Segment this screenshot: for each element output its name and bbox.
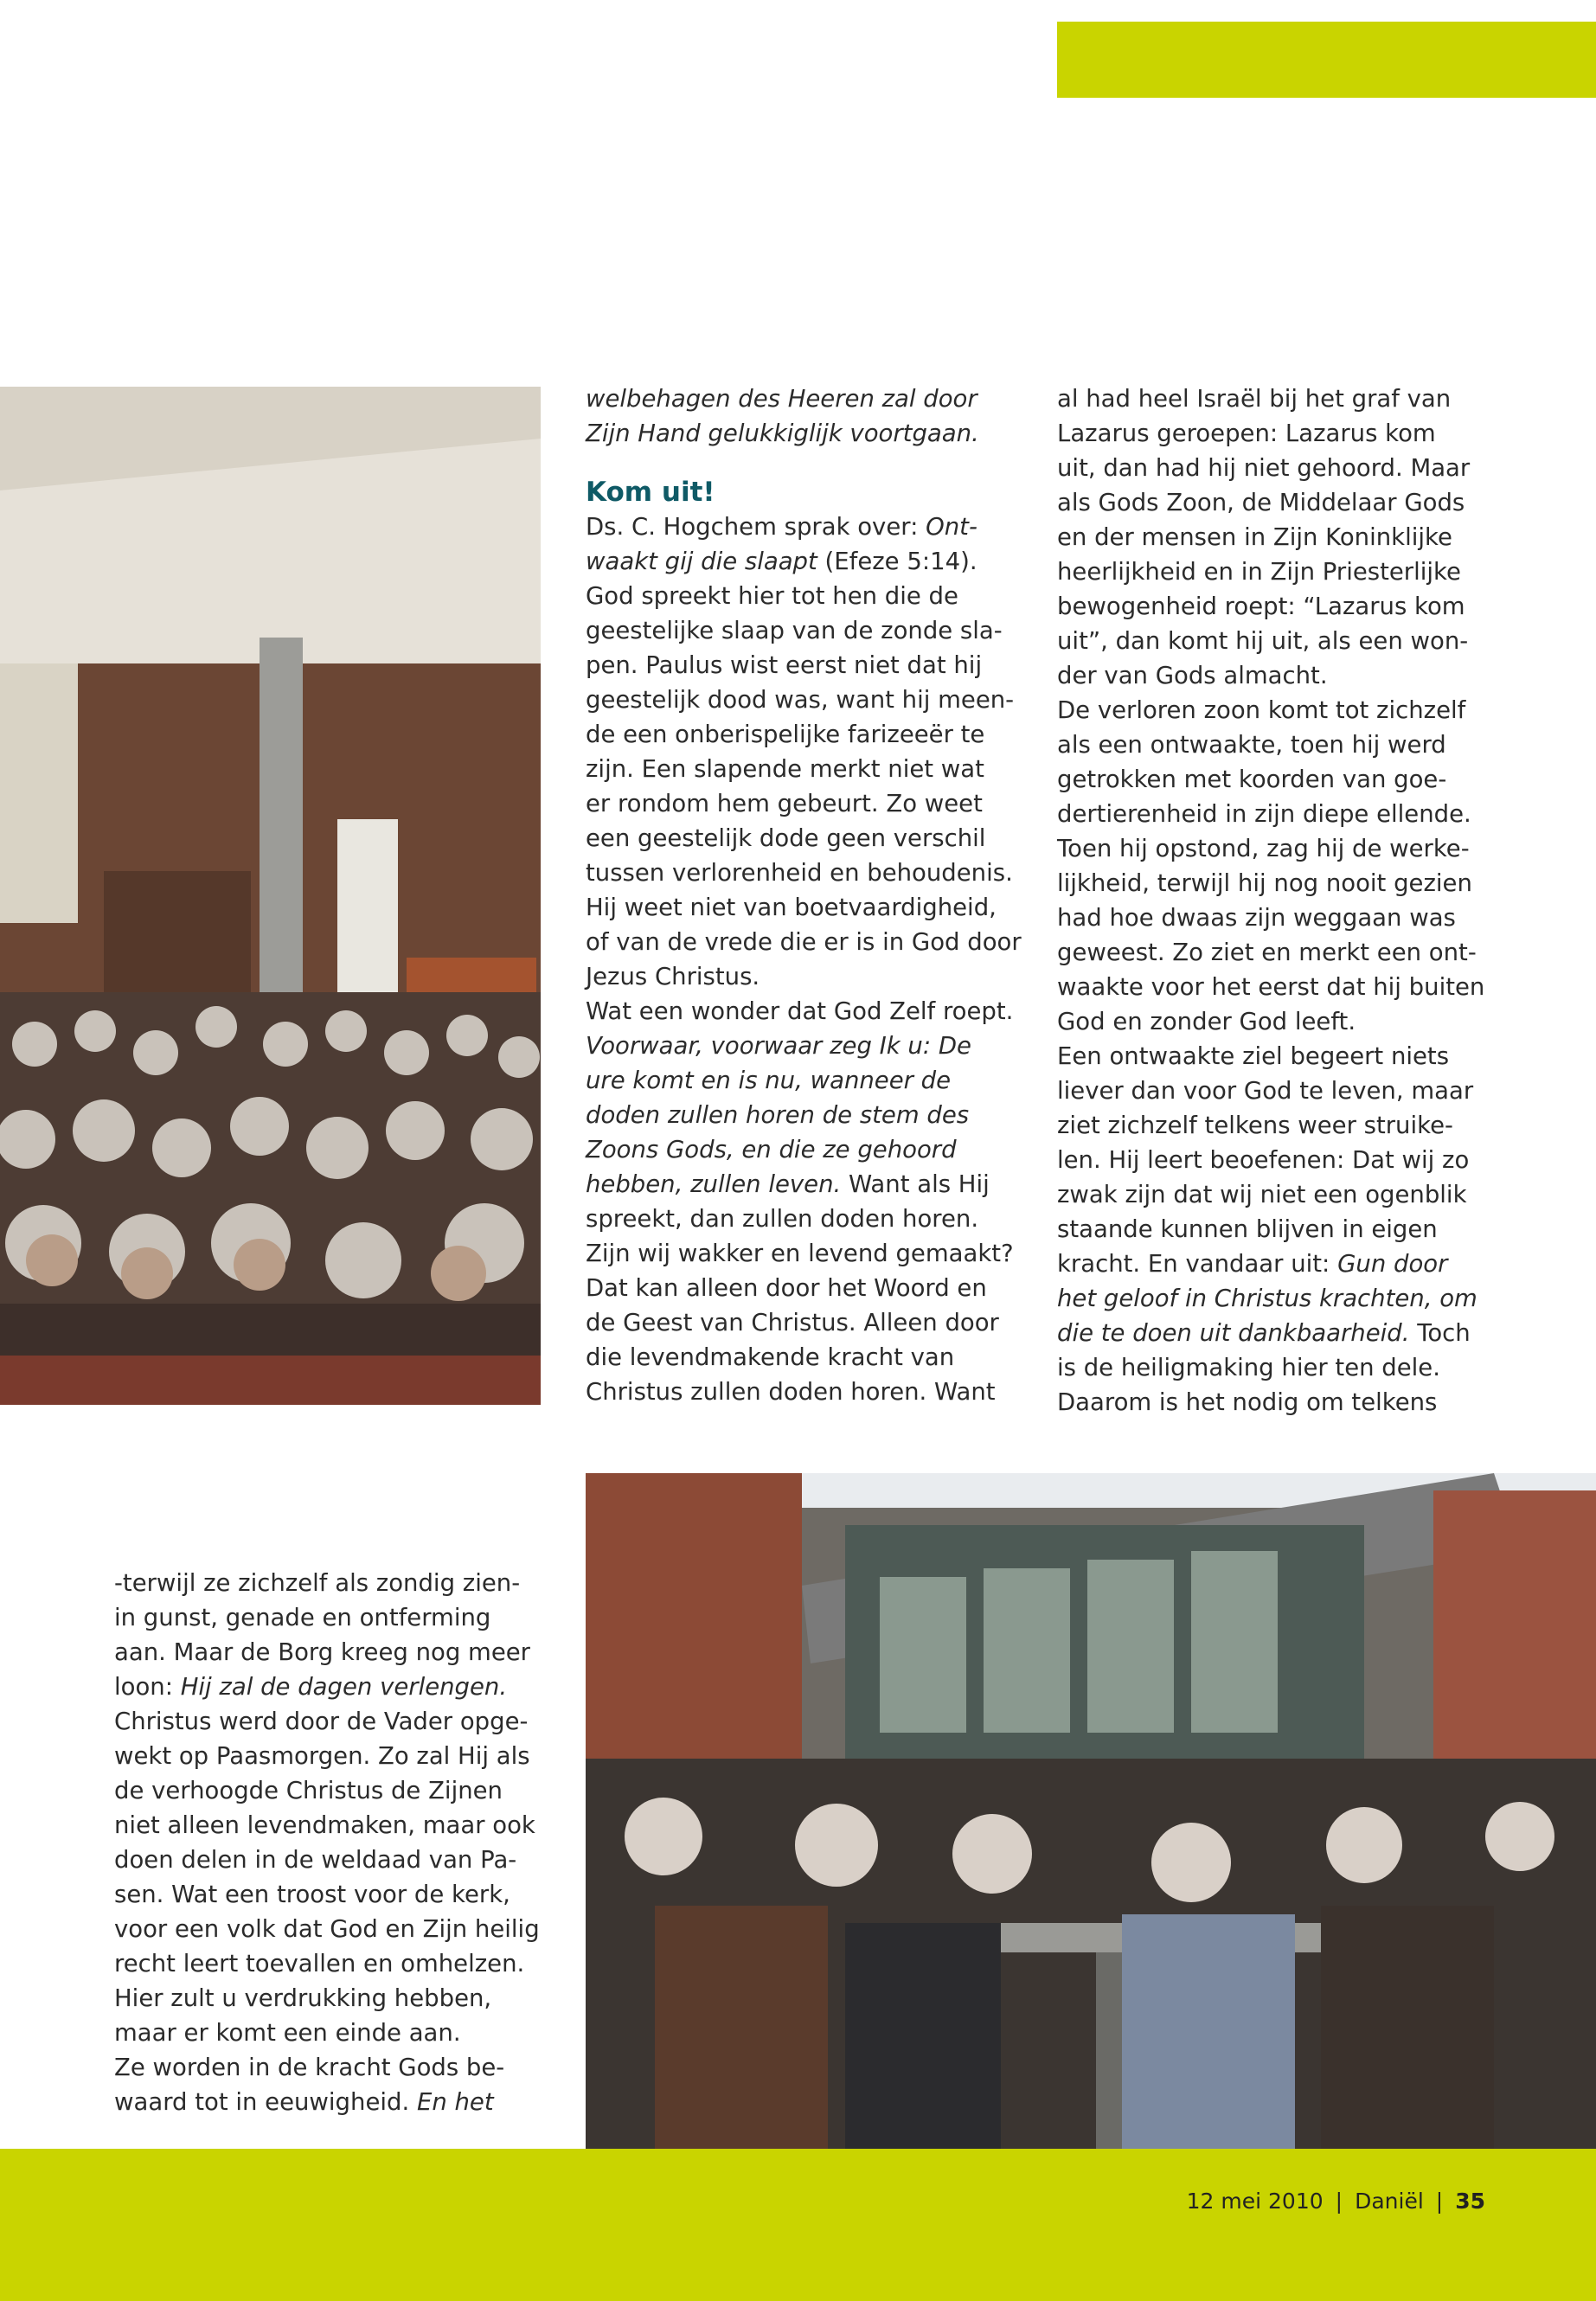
article-column-left [114, 1566, 564, 2119]
italic-text: Hij zal de dagen verlengen. [180, 1673, 508, 1701]
text-line [1057, 554, 1524, 589]
text-line [586, 1340, 1035, 1375]
text-line [114, 1600, 564, 1635]
body-text: getrokken met koorden van goe- [1057, 766, 1447, 793]
body-text: God spreekt hier tot hen die de [586, 582, 958, 610]
italic-text: Voorwaar, voorwaar zeg Ik u: De [586, 1032, 971, 1060]
body-text: waard tot in eeuwigheid. [114, 2088, 417, 2116]
body-text: uit”, dan komt hij uit, als een won- [1057, 627, 1469, 655]
body-text: als een ontwaakte, toen hij werd [1057, 731, 1446, 759]
text-line [1057, 1143, 1524, 1177]
text-line [1057, 1316, 1524, 1350]
body-text: als Gods Zoon, de Middelaar Gods [1057, 489, 1465, 516]
body-text: had hoe dwaas zijn weggaan was [1057, 904, 1456, 932]
text-line [114, 1946, 564, 1981]
bottom-accent-band [0, 2149, 1596, 2301]
text-line [586, 1098, 1035, 1132]
text-line [586, 1167, 1035, 1202]
text-line [1057, 1385, 1524, 1420]
body-text: die levendmakende kracht van [586, 1343, 955, 1371]
text-line [1057, 1212, 1524, 1247]
text-line [586, 683, 1035, 717]
italic-text: doden zullen horen de stem des [586, 1101, 970, 1129]
text-line [586, 1202, 1035, 1236]
italic-text: ure komt en is nu, wanneer de [586, 1067, 952, 1094]
church-congregation-photo [0, 387, 541, 1405]
text-line [1057, 1247, 1524, 1281]
body-text: geestelijk dood was, want hij meen- [586, 686, 1015, 714]
article-column-right [1057, 381, 1524, 1420]
body-text: al had heel Israël bij het graf van [1057, 385, 1452, 413]
body-text: lijkheid, terwijl hij nog nooit gezien [1057, 869, 1472, 897]
body-text: Zijn wij wakker en levend gemaakt? [586, 1240, 1014, 1267]
text-line [114, 1808, 564, 1843]
body-text: de een onberispelijke farizeeër te [586, 721, 985, 748]
body-text: de Geest van Christus. Alleen door [586, 1309, 999, 1336]
scripture-quote: welbehagen des Heeren zal door [586, 385, 977, 413]
italic-text: Gun door [1337, 1250, 1448, 1278]
text-line [586, 959, 1035, 994]
text-line [586, 1029, 1035, 1063]
body-text: tussen verlorenheid en behoudenis. [586, 859, 1013, 887]
text-line [114, 1704, 564, 1739]
text-line [1057, 797, 1524, 831]
body-text: doen delen in de weldaad van Pa- [114, 1846, 517, 1874]
body-text: heerlijkheid en in Zijn Priesterlijke [1057, 558, 1461, 586]
body-text: kracht. En vandaar uit: [1057, 1250, 1338, 1278]
body-text: (Efeze 5:14). [817, 548, 977, 575]
text-line [586, 752, 1035, 786]
issue-date: 12 mei 2010 [1186, 2189, 1324, 2214]
text-line [586, 925, 1035, 959]
body-text: God en zonder God leeft. [1057, 1008, 1356, 1035]
body-text: Jezus Christus. [586, 963, 760, 990]
body-text: recht leert toevallen en omhelzen. [114, 1950, 525, 1977]
text-line [586, 1063, 1035, 1098]
body-text: zwak zijn dat wij niet een ogenblik [1057, 1181, 1467, 1208]
text-line [1057, 416, 1524, 451]
top-accent-bar [1057, 22, 1596, 98]
italic-text: die te doen uit dankbaarheid. [1057, 1319, 1410, 1347]
text-line [1057, 935, 1524, 970]
body-text: len. Hij leert beoefenen: Dat wij zo [1057, 1146, 1470, 1174]
text-line [1057, 1074, 1524, 1108]
text-line [586, 786, 1035, 821]
body-text: der van Gods almacht. [1057, 662, 1328, 689]
text-line [586, 717, 1035, 752]
page-number: 35 [1455, 2189, 1485, 2214]
text-line [1057, 693, 1524, 727]
text-line [586, 1375, 1035, 1409]
text-line [586, 1271, 1035, 1305]
body-text: wekt op Paasmorgen. Zo zal Hij als [114, 1742, 530, 1770]
text-line [586, 1236, 1035, 1271]
body-text: Toch [1409, 1319, 1471, 1347]
body-text: ziet zichzelf telkens weer struike- [1057, 1112, 1453, 1139]
text-line [586, 994, 1035, 1029]
body-text: spreekt, dan zullen doden horen. [586, 1205, 979, 1233]
body-text: Ds. C. Hogchem sprak over: [586, 513, 926, 541]
text-line [586, 821, 1035, 856]
text-line [1057, 1039, 1524, 1074]
body-text: uit, dan had hij niet gehoord. Maar [1057, 454, 1471, 482]
text-line [114, 1670, 564, 1704]
body-text: er rondom hem gebeurt. Zo weet [586, 790, 983, 817]
text-line [114, 1981, 564, 2016]
text-line [1057, 381, 1524, 416]
text-line [1057, 520, 1524, 554]
text-line [586, 579, 1035, 613]
text-line [1057, 901, 1524, 935]
text-line [586, 890, 1035, 925]
text-line [114, 1773, 564, 1808]
text-line [1057, 485, 1524, 520]
body-text: bewogenheid roept: “Lazarus kom [1057, 593, 1465, 620]
body-text: aan. Maar de Borg kreeg nog meer [114, 1638, 530, 1666]
text-line [1057, 1004, 1524, 1039]
text-line [114, 1877, 564, 1912]
body-text: loon: [114, 1673, 181, 1701]
text-line [114, 1912, 564, 1946]
text-line [1057, 624, 1524, 658]
text-line [1057, 727, 1524, 762]
article-column-middle [586, 381, 1035, 1409]
body-text: en der mensen in Zijn Koninklijke [1057, 523, 1452, 551]
footer-separator: | [1335, 2189, 1343, 2214]
text-line [1057, 1108, 1524, 1143]
scripture-quote: Zijn Hand gelukkiglijk voortgaan. [586, 420, 979, 447]
text-line [114, 2050, 564, 2085]
body-text: zijn. Een slapende merkt niet wat [586, 755, 984, 783]
body-text: geestelijke slaap van de zonde sla- [586, 617, 1003, 644]
body-text: Christus werd door de Vader opge- [114, 1708, 529, 1735]
body-text: dertierenheid in zijn diepe ellende. [1057, 800, 1471, 828]
body-text: of van de vrede die er is in God door [586, 928, 1022, 956]
body-text: Daarom is het nodig om telkens [1057, 1388, 1438, 1416]
italic-text: het geloof in Christus krachten, om [1057, 1285, 1477, 1312]
text-line [114, 1739, 564, 1773]
body-text: Dat kan alleen door het Woord en [586, 1274, 987, 1302]
body-text: niet alleen levendmaken, maar ook [114, 1811, 535, 1839]
italic-text: hebben, zullen leven. [586, 1170, 842, 1198]
publication-name: Daniël [1355, 2189, 1424, 2214]
body-text: voor een volk dat God en Zijn heilig [114, 1915, 540, 1943]
body-text: -terwijl ze zichzelf als zondig zien- [114, 1569, 521, 1597]
text-line [1057, 1350, 1524, 1385]
body-text: Wat een wonder dat God Zelf roept. [586, 997, 1014, 1025]
text-line [114, 2016, 564, 2050]
text-line [114, 1635, 564, 1670]
body-text: liever dan voor God te leven, maar [1057, 1077, 1474, 1105]
footer-separator: | [1435, 2189, 1444, 2214]
body-text: Hij weet niet van boetvaardigheid, [586, 894, 997, 921]
text-line [586, 856, 1035, 890]
body-text: Hier zult u verdrukking hebben, [114, 1984, 492, 2012]
text-line [1057, 589, 1524, 624]
italic-text: Zoons Gods, en die ze gehoord [586, 1136, 957, 1163]
body-text: maar er komt een einde aan. [114, 2019, 461, 2047]
text-line [114, 1566, 564, 1600]
italic-text: En het [416, 2088, 494, 2116]
text-line [1057, 831, 1524, 866]
italic-text: waakt gij die slaapt [586, 548, 817, 575]
text-line [1057, 866, 1524, 901]
text-line [586, 648, 1035, 683]
section-heading: Kom uit! [586, 477, 715, 508]
body-text: waakte voor het eerst dat hij buiten [1057, 973, 1485, 1001]
text-line [1057, 658, 1524, 693]
body-text: een geestelijk dode geen verschil [586, 824, 986, 852]
text-line [586, 510, 1035, 544]
body-text: pen. Paulus wist eerst niet dat hij [586, 651, 983, 679]
text-line [1057, 1281, 1524, 1316]
text-line [1057, 451, 1524, 485]
body-text: sen. Wat een troost voor de kerk, [114, 1881, 510, 1908]
text-line [114, 1843, 564, 1877]
text-line [1057, 762, 1524, 797]
body-text: de verhoogde Christus de Zijnen [114, 1777, 503, 1804]
italic-text: Ont- [926, 513, 977, 541]
body-text: Een ontwaakte ziel begeert niets [1057, 1042, 1450, 1070]
body-text: De verloren zoon komt tot zichzelf [1057, 696, 1466, 724]
text-line [1057, 970, 1524, 1004]
text-line [114, 2085, 564, 2119]
outdoor-gathering-photo [586, 1473, 1596, 2149]
text-line [586, 544, 1035, 579]
page-footer [1187, 2189, 1485, 2214]
text-line [1057, 1177, 1524, 1212]
body-text: staande kunnen blijven in eigen [1057, 1215, 1438, 1243]
body-text: Christus zullen doden horen. Want [586, 1378, 996, 1406]
body-text: Ze worden in de kracht Gods be- [114, 2054, 505, 2081]
text-line [586, 1132, 1035, 1167]
body-text: Want als Hij [841, 1170, 990, 1198]
body-text: Lazarus geroepen: Lazarus kom [1057, 420, 1436, 447]
text-line [586, 613, 1035, 648]
body-text: Toen hij opstond, zag hij de werke- [1057, 835, 1470, 862]
text-line [586, 1305, 1035, 1340]
body-text: is de heiligmaking hier ten dele. [1057, 1354, 1440, 1381]
body-text: in gunst, genade en ontferming [114, 1604, 491, 1631]
body-text: geweest. Zo ziet en merkt een ont- [1057, 939, 1477, 966]
